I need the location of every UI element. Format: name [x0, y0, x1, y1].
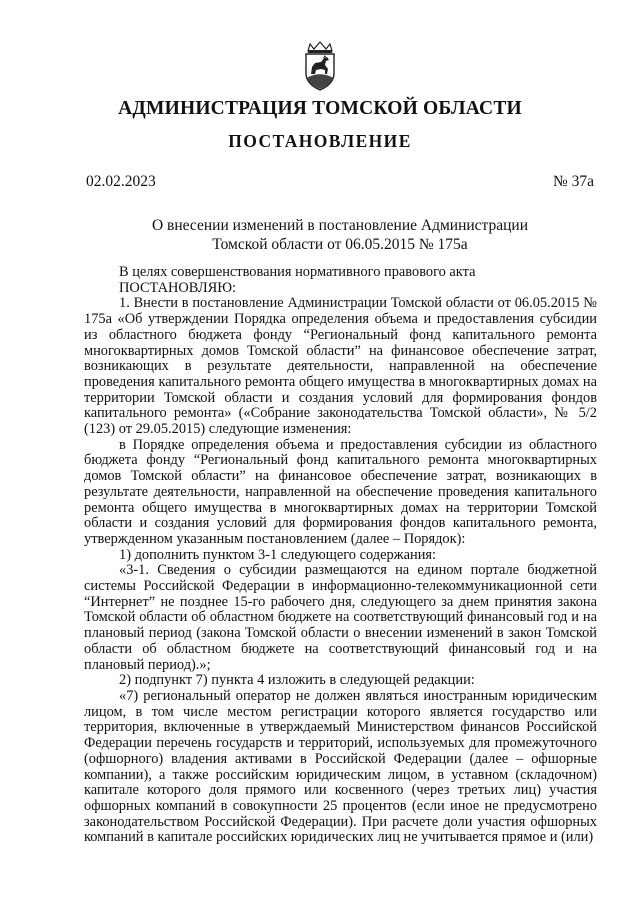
document-number: № 37а	[552, 173, 594, 190]
subject-line: Томской области от 06.05.2015 № 175а	[212, 236, 468, 253]
organization-name: АДМИНИСТРАЦИЯ ТОМСКОЙ ОБЛАСТИ	[118, 98, 522, 119]
body-paragraph: 1) дополнить пунктом 3-1 следующего содержания:	[119, 546, 437, 563]
body-paragraph: 1. Внести в постановление Администрации Томской области от 06.05.2015 № 175а «Об утверждении Порядка определения объема и предоставления субсидии из областного бюджета фонду “Региональный фонд капитального ремонта многоквартирных домов Томской области” на финансовое обеспечение затрат, возникающих в результате деятельности, направленной на обеспечение проведения капитального ремонта общего имущества в многоквартирных домах на территории Томской области и создания условий для формирования фондов капитального ремонта» («Собрание законодательства Томской области», № 5/2 (123) от 29.05.2015) следующие изменения:	[84, 295, 597, 438]
body-paragraph: В целях совершенствования нормативного правового акта	[119, 264, 476, 280]
document-type: ПОСТАНОВЛЕНИЕ	[228, 131, 412, 151]
body-paragraph: «3-1. Сведения о субсидии размещаются на едином портале бюджетной системы Российской Федерации в информационно-телекоммуникационной сети “Интернет” не позднее 15-го рабочего дня, следующего за днем принятия закона Томской области об областном бюджете на соответствующий финансовый год и на плановый период (закона Томской области о внесении изменений в закон Томской области об областном бюджете на соответствующий финансовый год и на плановый период).»;	[84, 562, 597, 673]
subject-line: О внесении изменений в постановление Администрации	[151, 217, 529, 234]
document-date: 02.02.2023	[86, 173, 156, 190]
body-paragraph: ПОСТАНОВЛЯЮ:	[119, 279, 237, 296]
body-paragraph: в Порядке определения объема и предоставления субсидии из областного бюджета фонду “Региональный фонд капитального ремонта многоквартирных домов Томской области” на финансовое обеспечение затрат, возникающих в результате деятельности, направленной на обеспечение проведения капитального ремонта общего имущества в многоквартирных домах на территории Томской области и создания условий для формирования фондов капитального ремонта, утвержденном указанным постановлением (далее – Порядок):	[84, 436, 597, 547]
document-body	[84, 265, 597, 846]
document-subject	[90, 216, 590, 254]
tomsk-region-coat-of-arms-icon	[299, 40, 341, 92]
body-paragraph: «7) региональный оператор не должен являться иностранным юридическим лицом, в том числе местом регистрации которого является государство или территория, включенные в утверждаемый Министерством финансов Российской Федерации перечень государств и территорий, используемых для промежуточного (офшорного) владения активами в Российской Федерации (далее – офшорные компании), а также российским юридическим лицом, в уставном (складочном) капитале которого доля прямого или косвенного (через третьих лиц) участия офшорных компаний в совокупности 25 процентов (если иное не предусмотрено законодательством Российской Федерации). При расчете доли участия офшорных компаний в капитале российских юридических лиц не учитывается прямое и (или)	[84, 687, 597, 846]
body-paragraph: 2) подпункт 7) пункта 4 изложить в следующей редакции:	[119, 672, 475, 689]
